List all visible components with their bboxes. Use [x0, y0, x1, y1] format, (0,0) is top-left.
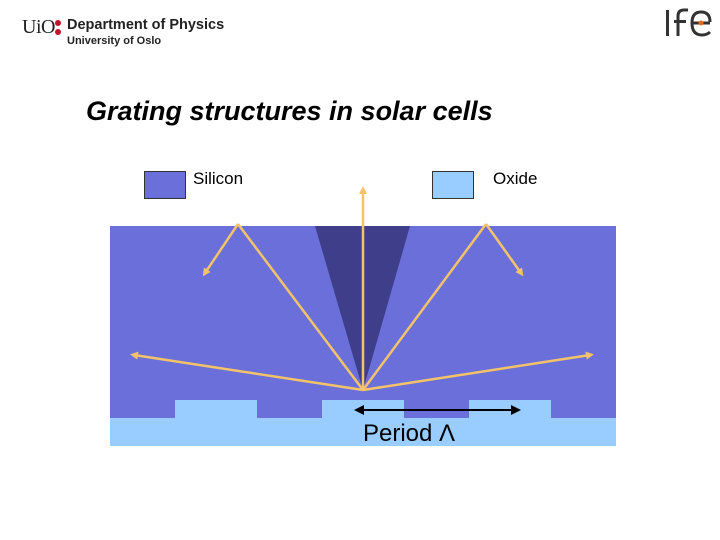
legend-label-oxide: Oxide	[493, 169, 538, 188]
legend-label-silicon: Silicon	[193, 169, 244, 188]
department-name: Department of Physics	[67, 17, 225, 33]
grating-tooth	[175, 400, 257, 418]
university-name: University of Oslo	[67, 35, 162, 47]
period-label: Period Λ	[363, 420, 456, 447]
uio-logo-mark: UiO	[22, 16, 55, 38]
slide-title: Grating structures in solar cells	[86, 96, 493, 126]
